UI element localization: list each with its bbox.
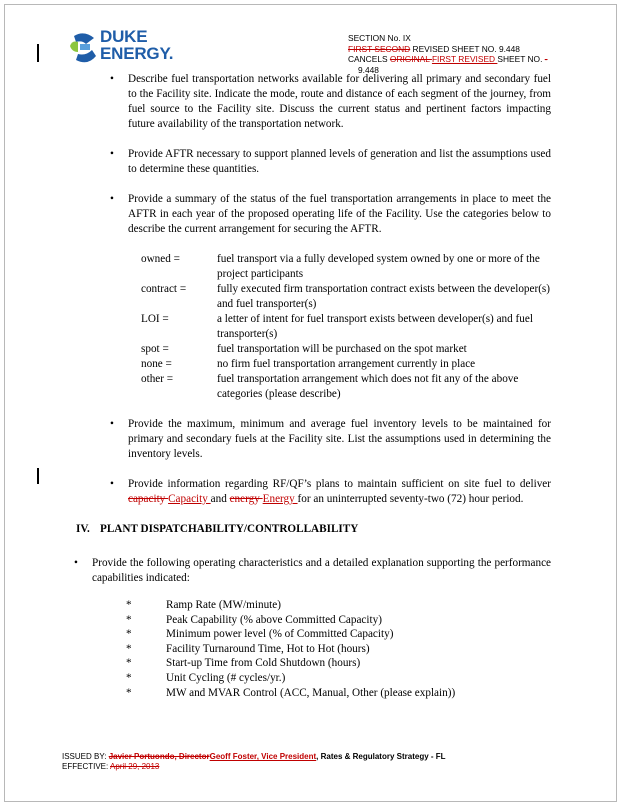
asterisk-icon: *	[126, 686, 132, 699]
issued-by-line: ISSUED BY: Javier Portuondo, DirectorGeoff Foster, Vice President, Rates & Regulatory Strategy - FL	[62, 752, 446, 761]
bullet-summary: • Provide a summary of the status of the fuel transportation arrangements in place to meet the AFTR in each year of the proposed operating life of the Facility. Use the categories below to describe the current arrangement for securing the AFTR.	[110, 193, 551, 235]
list-item: * Unit Cycling (# cycles/yr.)	[126, 671, 286, 684]
list-item: * MW and MVAR Control (ACC, Manual, Other (please explain))	[126, 686, 456, 699]
cancels-sheet-number: 9.448	[358, 64, 379, 75]
list-item: * Minimum power level (% of Committed Capacity)	[126, 628, 394, 641]
change-bar-middle	[37, 468, 39, 484]
bullet-icon: •	[110, 418, 114, 430]
asterisk-icon: *	[126, 657, 132, 670]
definition-row: spot = fuel transportation will be purchased on the spot market	[141, 343, 467, 355]
asterisk-icon: *	[126, 642, 132, 655]
asterisk-icon: *	[126, 613, 132, 626]
bullet-operating-characteristics: • Provide the following operating characteristics and a detailed explanation supporting the performance capabilities indicated:	[74, 557, 551, 584]
bullet-icon: •	[110, 73, 114, 85]
definition-row: owned = fuel transport via a fully developed system owned by one or more of the project participants	[141, 253, 540, 280]
bullet-icon: •	[74, 557, 78, 569]
definition-row: other = fuel transportation arrangement which does not fit any of the above categories (please describe)	[141, 373, 519, 400]
sheet-info	[348, 33, 548, 75]
bullet-icon: •	[110, 148, 114, 160]
logo-wordmark: DUKE ENERGY.	[100, 27, 174, 63]
definition-row: contract = fully executed firm transportation contract exists between the developer(s) and fuel transporter(s)	[141, 283, 551, 310]
asterisk-icon: *	[126, 599, 132, 611]
section-heading: IV. PLANT DISPATCHABILITY/CONTROLLABILITY	[76, 523, 359, 535]
characteristics-list	[126, 598, 455, 700]
effective-line: EFFECTIVE: April 29, 2013	[62, 762, 160, 771]
list-item: * Peak Capability (% above Committed Capacity)	[126, 613, 382, 626]
revised-sheet-line: FIRST SECOND REVISED SHEET NO. 9.448	[348, 43, 520, 54]
asterisk-icon: *	[126, 628, 132, 641]
list-item: * Start-up Time from Cold Shutdown (hours)	[126, 657, 361, 670]
body-content	[90, 72, 551, 507]
list-item: * Facility Turnaround Time, Hot to Hot (hours)	[126, 642, 370, 655]
duke-energy-mark-icon	[68, 32, 98, 64]
section-number: SECTION No. IX	[348, 33, 411, 43]
definitions-list	[141, 252, 551, 402]
bullet-transport-networks: • Describe fuel transportation networks available for delivering all primary and secondary fuel to the Facility site. Indicate the mode, route and distance of each segment of the journey, from fuel source to the Facility site. Discuss the current status and pertinent factors impacting future availability of the transportation network.	[110, 73, 551, 130]
definition-row: none = no firm fuel transportation arrangement currently in place	[141, 358, 476, 370]
definition-row: LOI = a letter of intent for fuel transport exists between developer(s) and fuel transporter(s)	[141, 313, 533, 340]
asterisk-icon: *	[126, 671, 132, 684]
bullet-inventory: • Provide the maximum, minimum and average fuel inventory levels to be maintained for primary and secondary fuels at the Facility site. List the assumptions used in determining the inventory levels.	[110, 418, 551, 460]
bullet-aftr: • Provide AFTR necessary to support planned levels of generation and list the assumptions used to determine these quantities.	[110, 148, 551, 175]
list-item: * Ramp Rate (MW/minute)	[126, 599, 281, 611]
duke-energy-logo	[68, 28, 183, 68]
bullet-icon: •	[110, 193, 114, 205]
footer	[62, 752, 446, 772]
cancels-line: CANCELS ORIGINAL FIRST REVISED SHEET NO. -	[348, 54, 548, 65]
bullet-icon: •	[110, 478, 114, 490]
change-bar-top	[37, 44, 39, 62]
bullet-onsite-fuel: • Provide information regarding RF/QF’s plans to maintain sufficient on site fuel to deliver capacity Capacity and energy Energy for an uninterrupted seventy-two (72) hour period.	[110, 478, 551, 505]
